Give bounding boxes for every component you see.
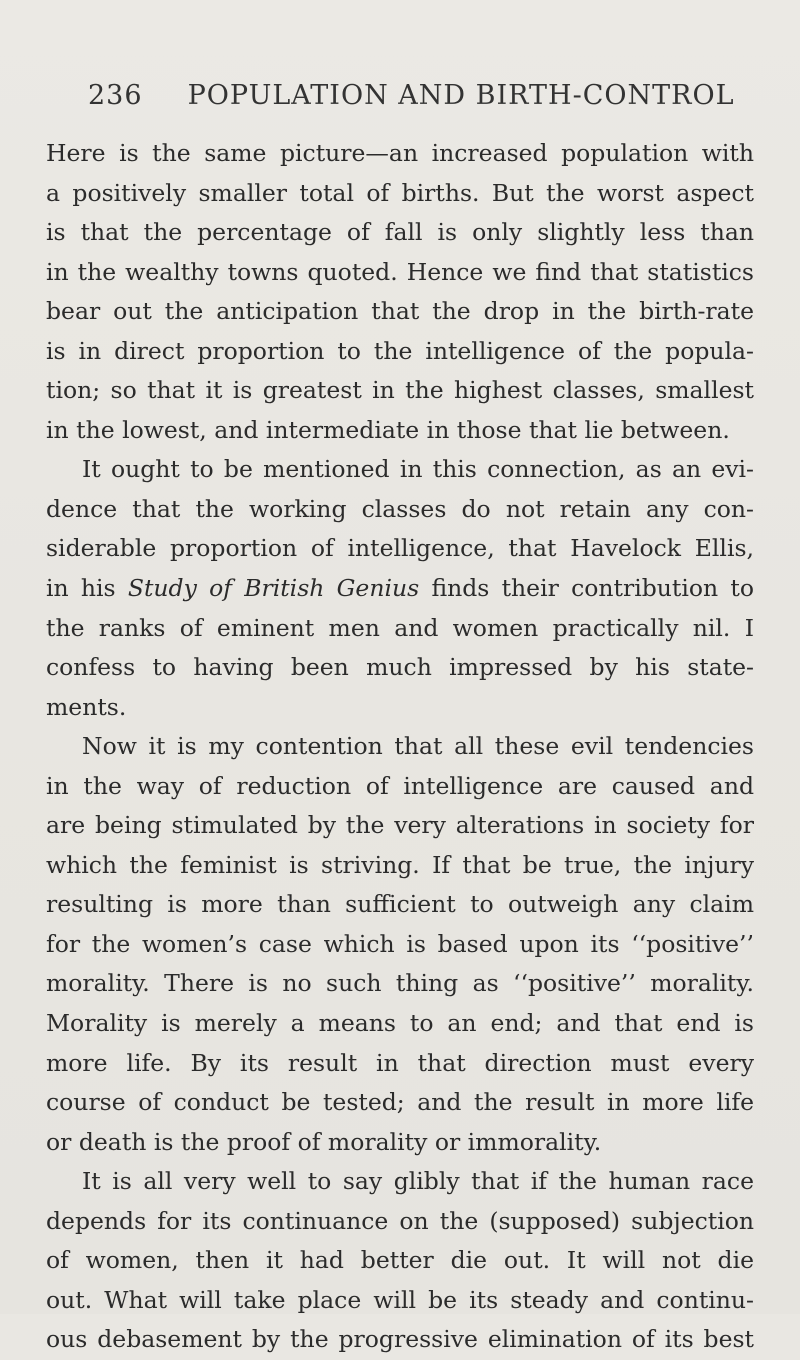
- running-head: [88, 80, 768, 120]
- text-segment: finds their contribution to: [419, 574, 754, 603]
- page-number: 236: [88, 80, 143, 111]
- text-line: It ought to be mentioned in this connection, as an evi-: [82, 455, 754, 484]
- text-line: of women, then it had better die out. It will not die: [46, 1246, 754, 1275]
- text-line: in the wealthy towns quoted. Hence we find that statistics: [46, 257, 754, 286]
- text-line: confess to having been much impressed by his state-: [46, 653, 754, 682]
- text-line: is that the percentage of fall is only slightly less than: [46, 218, 754, 247]
- text-line: dence that the working classes do not retain any con-: [46, 494, 754, 523]
- text-line: in the way of reduction of intelligence are caused and: [46, 771, 754, 800]
- text-line: ments.: [46, 692, 127, 721]
- running-title: POPULATION AND BIRTH-CONTROL: [187, 80, 735, 111]
- text-line: the ranks of eminent men and women practically nil. I: [46, 613, 754, 642]
- text-line: morality. There is no such thing as ‘‘positive’’ morality.: [46, 969, 754, 998]
- body-text: [46, 134, 754, 1360]
- text-line: more life. By its result in that direction must every: [46, 1048, 754, 1077]
- text-line: is in direct proportion to the intelligence of the popula-: [46, 336, 754, 365]
- text-line: siderable proportion of intelligence, that Havelock Ellis,: [46, 534, 754, 563]
- text-line: bear out the anticipation that the drop in the birth-rate: [46, 297, 754, 326]
- text-line: for the women’s case which is based upon its ‘‘positive’’: [46, 929, 754, 958]
- text-line: Here is the same picture—an increased population with: [46, 139, 754, 167]
- text-line: Now it is my contention that all these evil tendencies: [82, 732, 754, 761]
- text-line: in the lowest, and intermediate in those that lie between.: [46, 415, 730, 444]
- text-line: tion; so that it is greatest in the highest classes, smallest: [46, 376, 754, 405]
- text-line: resulting is more than sufficient to outweigh any claim: [46, 890, 754, 919]
- text-line: Morality is merely a means to an end; and that end is: [46, 1009, 754, 1038]
- text-segment: in his: [46, 574, 128, 603]
- text-line: depends for its continuance on the (supposed) subjection: [46, 1206, 754, 1235]
- text-line: [46, 569, 754, 609]
- book-title-italic: Study of British Genius: [127, 574, 420, 603]
- text-line: which the feminist is striving. If that be true, the injury: [46, 850, 754, 879]
- text-line: out. What will take place will be its steady and continu-: [46, 1285, 754, 1314]
- text-line: a positively smaller total of births. But the worst aspect: [46, 178, 754, 207]
- text-line: course of conduct be tested; and the result in more life: [46, 1088, 754, 1117]
- text-line: ous debasement by the progressive elimination of its best: [46, 1325, 754, 1354]
- text-line: or death is the proof of morality or immorality.: [46, 1127, 602, 1156]
- text-line: It is all very well to say glibly that if the human race: [82, 1167, 754, 1196]
- text-line: are being stimulated by the very alterations in society for: [46, 811, 754, 840]
